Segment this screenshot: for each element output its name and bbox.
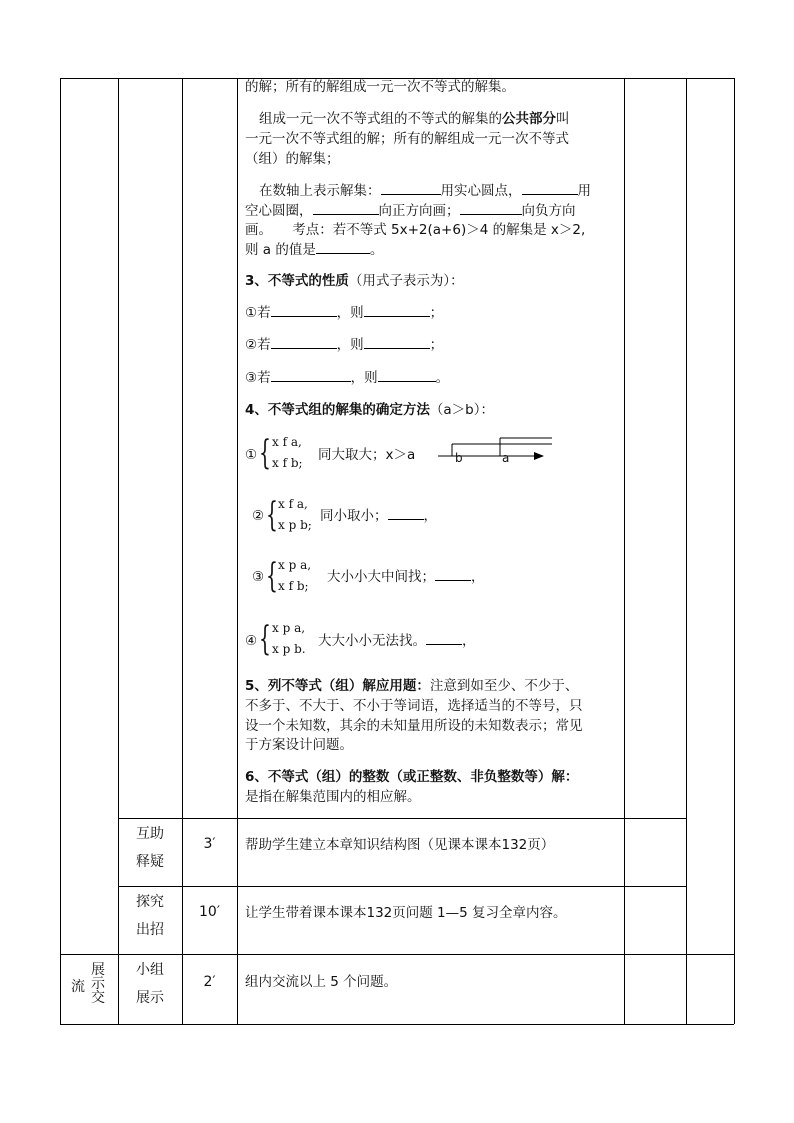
row-1-time: 3′ [203, 836, 216, 852]
heading-3: 3、不等式的性质（用式子表示为）： [245, 273, 464, 289]
heading-6-line-2: 是指在解集范围内的相应解。 [245, 789, 421, 805]
row-1-label: 互助 释疑 [136, 826, 164, 870]
row-divider-2 [118, 886, 687, 887]
number-line-diagram [432, 436, 556, 468]
heading-6-line-1: 6、不等式（组）的整数（或正整数、非负整数等）解： [245, 769, 579, 785]
rule-1-system: x f a, x f b; [272, 435, 303, 470]
heading-5-line-4: 于方案设计问题。 [245, 737, 353, 753]
rule-3-number: ③ [252, 569, 265, 585]
row-3-label: 小组 展示 [136, 962, 164, 1006]
para-2-line-3: （组）的解集； [245, 151, 340, 167]
row-divider-1 [118, 818, 687, 819]
rule-1-number: ① [245, 447, 258, 463]
para-2-line-1: 组成一元一次不等式组的不等式的解集的公共部分叫 [259, 111, 570, 127]
row-3-text: 组内交流以上 5 个问题。 [245, 974, 398, 990]
property-1: ①若 ，则 ； [245, 302, 443, 324]
rule-2-number: ② [252, 508, 265, 524]
table-border-right [734, 78, 735, 1024]
row-3-time: 2′ [203, 974, 216, 990]
rule-4-brace: { [259, 619, 271, 659]
heading-5-line-2: 不多于、不大于、不小于等词语，选择适当的不等号，只 [245, 698, 583, 714]
para-1: 的解；所有的解组成一元一次不等式的解集。 [245, 79, 515, 95]
table-col-line-1 [118, 78, 119, 1024]
heading-5-line-1: 5、列不等式（组）解应用题：注意到如至少、不少于、 [245, 678, 579, 694]
bold-common-part: 公共部分 [502, 111, 556, 127]
para-3-line-3: 画。 考点：若不等式 5x+2(a+6)＞4 的解集是 x＞2, [245, 222, 586, 238]
para-3-line-4: 则 a 的值是 。 [245, 239, 383, 261]
row-2-text: 让学生带着课本课本132页问题 1—5 复习全章内容。 [245, 905, 567, 921]
para-2-line-2: 一元一次不等式组的解；所有的解组成一元一次不等式 [245, 131, 569, 147]
number-line-label-a: a [502, 451, 510, 465]
table-col-line-2 [182, 78, 183, 1024]
rule-1-text: 同大取大；x＞a [318, 447, 416, 463]
rule-2-system: x f a, x p b; [278, 497, 312, 532]
rule-3-system: x p a, x f b; [278, 558, 312, 593]
para-3-line-1: 在数轴上表示解集： 用实心圆点， 用 [259, 180, 591, 202]
rule-4-number: ④ [245, 633, 258, 649]
rule-1-brace: { [259, 433, 271, 473]
rule-4-text: 大大小小无法找。 ， [318, 630, 476, 652]
rule-4-system: x p a, x p b. [272, 621, 306, 656]
heading-5-line-3: 设一个未知数，其余的未知量用所设的未知数表示；常见 [245, 718, 583, 734]
number-line-label-b: b [455, 451, 463, 465]
property-2: ②若 ，则 ； [245, 334, 443, 356]
table-border-left [60, 78, 61, 1024]
rule-2-brace: { [266, 495, 278, 535]
row-1-text: 帮助学生建立本章知识结构图（见课本课本132页） [245, 837, 555, 853]
section-label-vertical: 展 示 交 [91, 962, 105, 1006]
rule-2-text: 同小取小； ， [320, 505, 437, 527]
section-label-left: 流 [71, 979, 85, 995]
row-2-time: 10′ [199, 904, 220, 920]
table-col-line-4 [624, 78, 625, 1024]
property-3: ③若 ，则 。 [245, 367, 449, 389]
row-2-label: 探究 出招 [136, 894, 164, 938]
table-border-bottom [60, 1024, 734, 1025]
rule-3-text: 大小小大中间找； ， [327, 566, 485, 588]
para-3-line-2: 空心圆圈， 向正方向画； 向负方向 [245, 200, 576, 222]
heading-4: 4、不等式组的解集的确定方法（a＞b）： [245, 402, 494, 418]
table-col-line-5 [686, 78, 687, 1024]
table-col-line-3 [237, 78, 238, 1024]
rule-3-brace: { [266, 556, 278, 596]
